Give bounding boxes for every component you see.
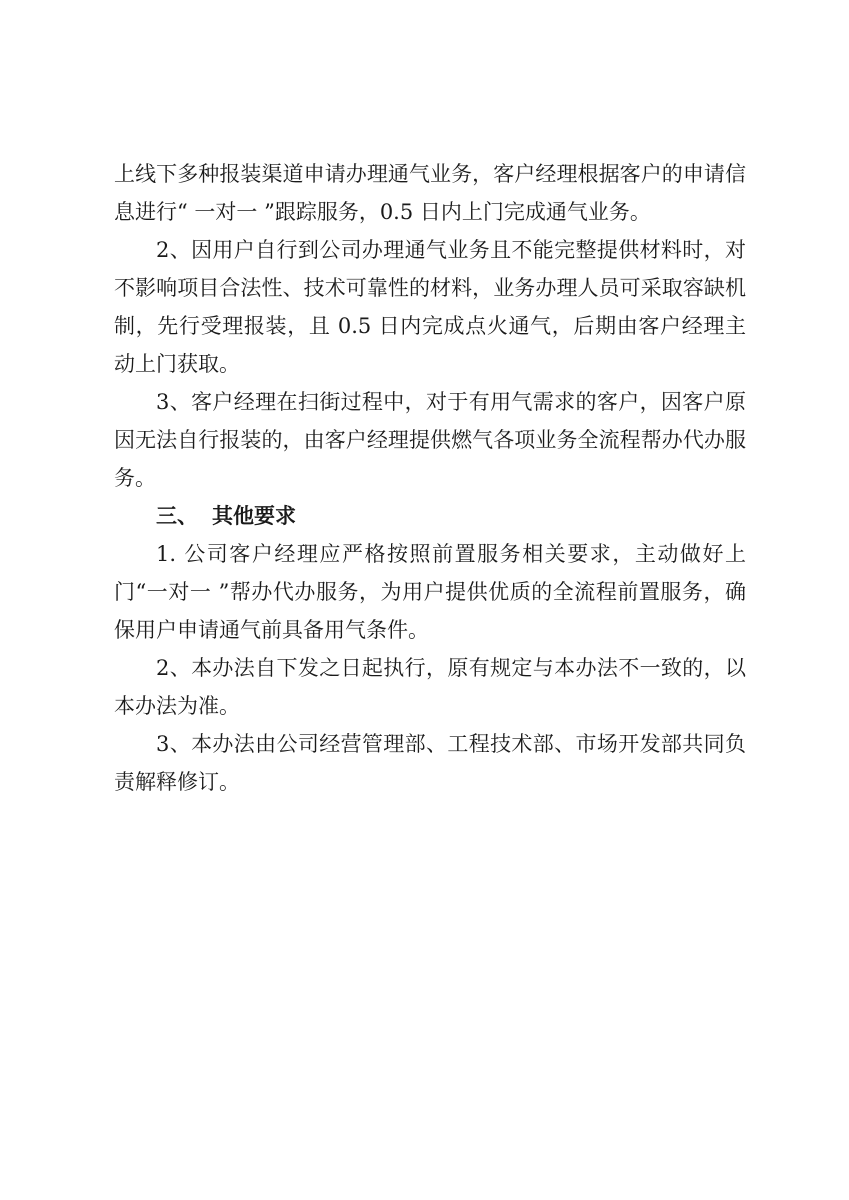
section-heading — [114, 497, 746, 535]
section-number: 三、 — [156, 503, 198, 528]
paragraph-continuation: 上线下多种报装渠道申请办理通气业务，客户经理根据客户的申请信息进行“ 一对一 ”跟踪服务，0.5 日内上门完成通气业务。 — [114, 162, 746, 224]
paragraph-requirement-1: 1. 公司客户经理应严格按照前置服务相关要求，主动做好上门“一对一 ”帮办代办服务，为用户提供优质的全流程前置服务，确保用户申请通气前具备用气条件。 — [114, 542, 746, 642]
document-body — [114, 155, 746, 801]
paragraph-item-3: 3、客户经理在扫街过程中，对于有用气需求的客户，因客户原因无法自行报装的，由客户经理提供燃气各项业务全流程帮办代办服务。 — [114, 390, 746, 490]
paragraph-item-2: 2、因用户自行到公司办理通气业务且不能完整提供材料时，对不影响项目合法性、技术可靠性的材料，业务办理人员可采取容缺机制，先行受理报装，且 0.5 日内完成点火通气，后期由客户经理主动上门获取。 — [114, 238, 746, 376]
paragraph-requirement-2: 2、本办法自下发之日起执行，原有规定与本办法不一致的，以本办法为准。 — [114, 656, 746, 718]
paragraph-requirement-3: 3、本办法由公司经营管理部、工程技术部、市场开发部共同负责解释修订。 — [114, 732, 746, 794]
section-title: 其他要求 — [212, 503, 296, 528]
